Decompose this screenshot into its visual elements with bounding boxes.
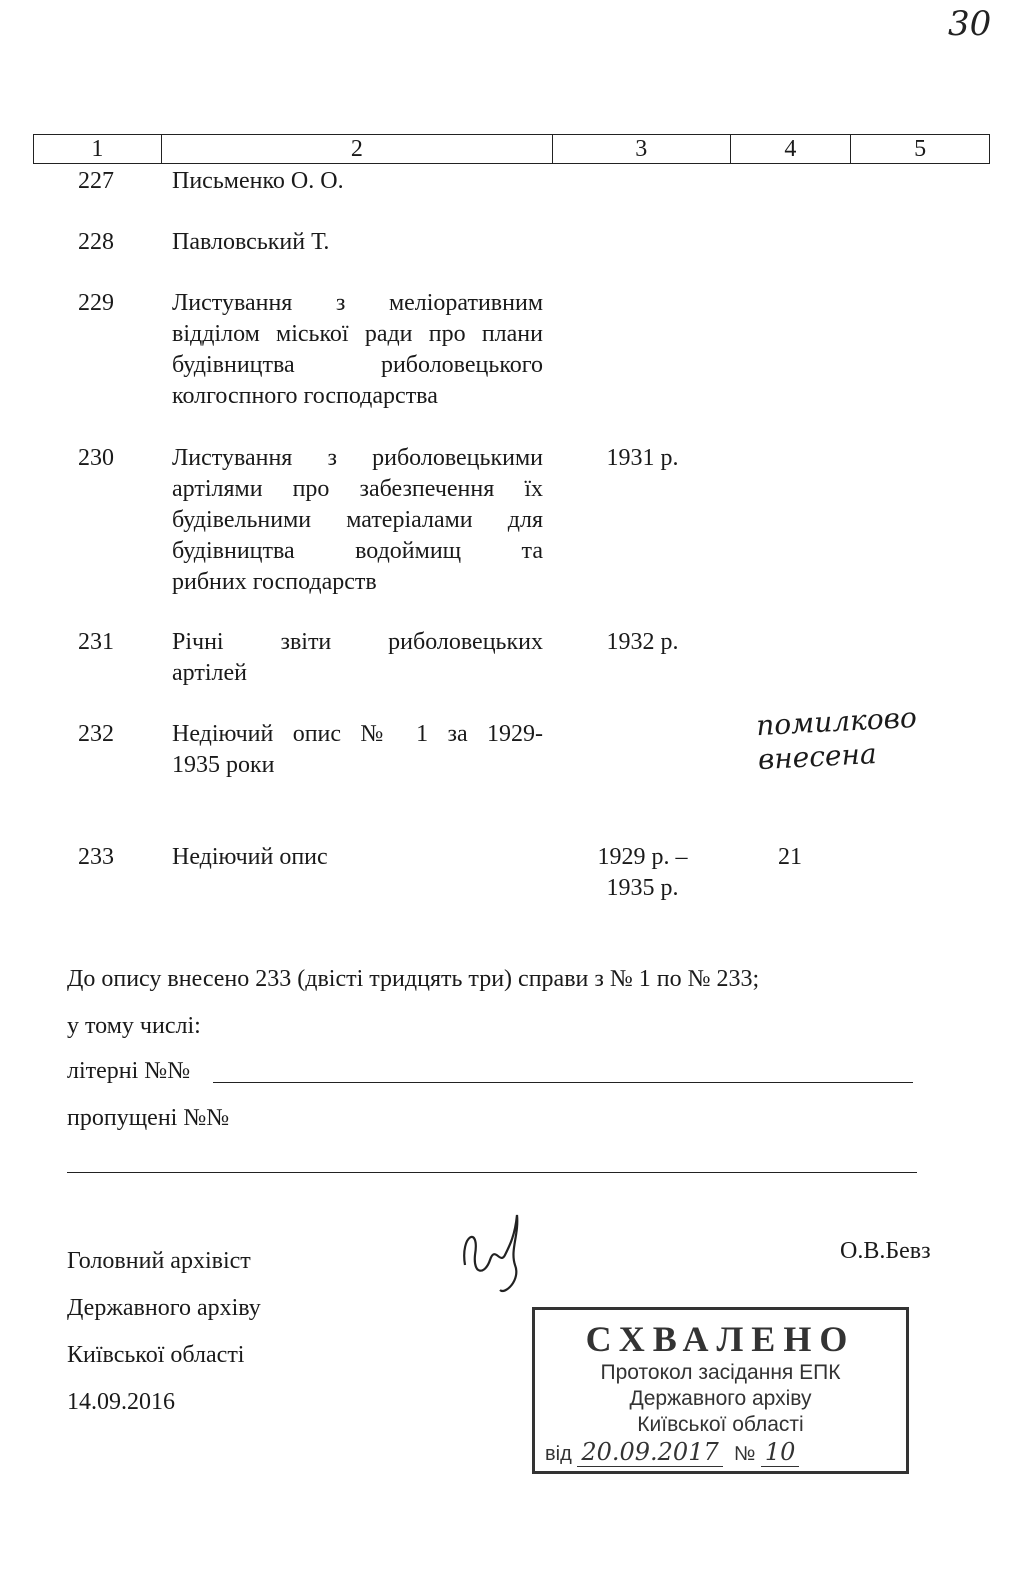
title-line: Листування з меліоративним <box>172 290 543 316</box>
stamp-date: 20.09.2017 <box>577 1438 722 1467</box>
row-title <box>172 443 543 598</box>
row-number: 232 <box>78 721 114 747</box>
title-line: Листування з риболовецькими <box>172 445 543 471</box>
stamp-line: Протокол засідання ЕПК <box>600 1361 841 1384</box>
title-line: 1935 роки <box>172 752 275 778</box>
stamp-title: СХВАЛЕНО <box>585 1319 856 1359</box>
summary-subline: у тому числі: <box>67 1013 201 1039</box>
page-number: 30 <box>948 4 992 44</box>
row-title <box>172 842 543 873</box>
signature-mark <box>455 1205 545 1305</box>
title-line: Письменко О. О. <box>172 168 344 194</box>
title-line: будівництва водоймищ та <box>172 538 543 564</box>
title-line: артілями про забезпечення їх <box>172 476 543 502</box>
title-line: рибних господарств <box>172 569 377 595</box>
stamp-number: 10 <box>761 1438 800 1467</box>
signatory-org: Державного архіву <box>67 1295 261 1321</box>
row-title <box>172 166 543 197</box>
stamp-date-prefix: від <box>545 1443 572 1465</box>
row-number: 230 <box>78 445 114 471</box>
header-col-5: 5 <box>914 136 927 162</box>
row-number: 231 <box>78 629 114 655</box>
title-line: Річні звіти риболовецьких <box>172 629 543 655</box>
handwritten-note-line: внесена <box>757 736 878 777</box>
missing-numbers-line <box>67 1172 917 1173</box>
stamp-line: Київської області <box>637 1413 804 1436</box>
stamp-line: Державного архіву <box>629 1387 812 1410</box>
table-header <box>33 134 990 164</box>
row-date <box>560 842 725 904</box>
summary-line: До опису внесено 233 (двісті тридцять три) справи з № 1 по № 233; <box>67 966 760 992</box>
row-date <box>560 627 725 658</box>
signatory-date: 14.09.2016 <box>67 1389 175 1415</box>
header-col-1: 1 <box>34 135 162 163</box>
row-number: 233 <box>78 844 114 870</box>
title-line: артілей <box>172 660 247 686</box>
date-line: 1931 р. <box>606 445 679 471</box>
signatory-region: Київської області <box>67 1342 245 1368</box>
row-title <box>172 627 543 689</box>
literal-numbers-line <box>213 1082 913 1083</box>
row-number: 227 <box>78 168 114 194</box>
row-title <box>172 227 543 258</box>
header-col-3: 3 <box>553 135 731 163</box>
approval-stamp <box>532 1307 909 1474</box>
header-col-4: 4 <box>731 135 852 163</box>
row-title <box>172 719 543 781</box>
header-col-2: 2 <box>162 135 553 163</box>
row-sheets: 21 <box>778 844 802 870</box>
title-line: колгоспного господарства <box>172 383 438 409</box>
missing-numbers-label: пропущені №№ <box>67 1105 230 1131</box>
signatory-name: О.В.Бевз <box>840 1238 931 1264</box>
signatory-position: Головний архівіст <box>67 1248 251 1274</box>
title-line: Недіючий опис <box>172 844 328 870</box>
row-number: 229 <box>78 290 114 316</box>
date-line: 1929 р. – <box>597 844 688 870</box>
title-line: будівельними матеріалами для <box>172 507 543 533</box>
date-line: 1932 р. <box>606 629 679 655</box>
row-date <box>560 443 725 474</box>
handwritten-note-line: помилково <box>755 700 918 743</box>
literal-numbers-label: літерні №№ <box>67 1058 191 1084</box>
date-line: 1935 р. <box>606 875 679 901</box>
row-title <box>172 288 543 412</box>
stamp-footer <box>545 1438 900 1466</box>
title-line: Павловський Т. <box>172 229 330 255</box>
title-line: Недіючий опис № 1 за 1929- <box>172 721 543 747</box>
title-line: будівництва риболовецького <box>172 352 543 378</box>
row-number: 228 <box>78 229 114 255</box>
title-line: відділом міської ради про плани <box>172 321 543 347</box>
stamp-number-prefix: № <box>733 1443 756 1465</box>
handwritten-note <box>755 701 919 777</box>
signatory-block <box>67 1238 261 1426</box>
